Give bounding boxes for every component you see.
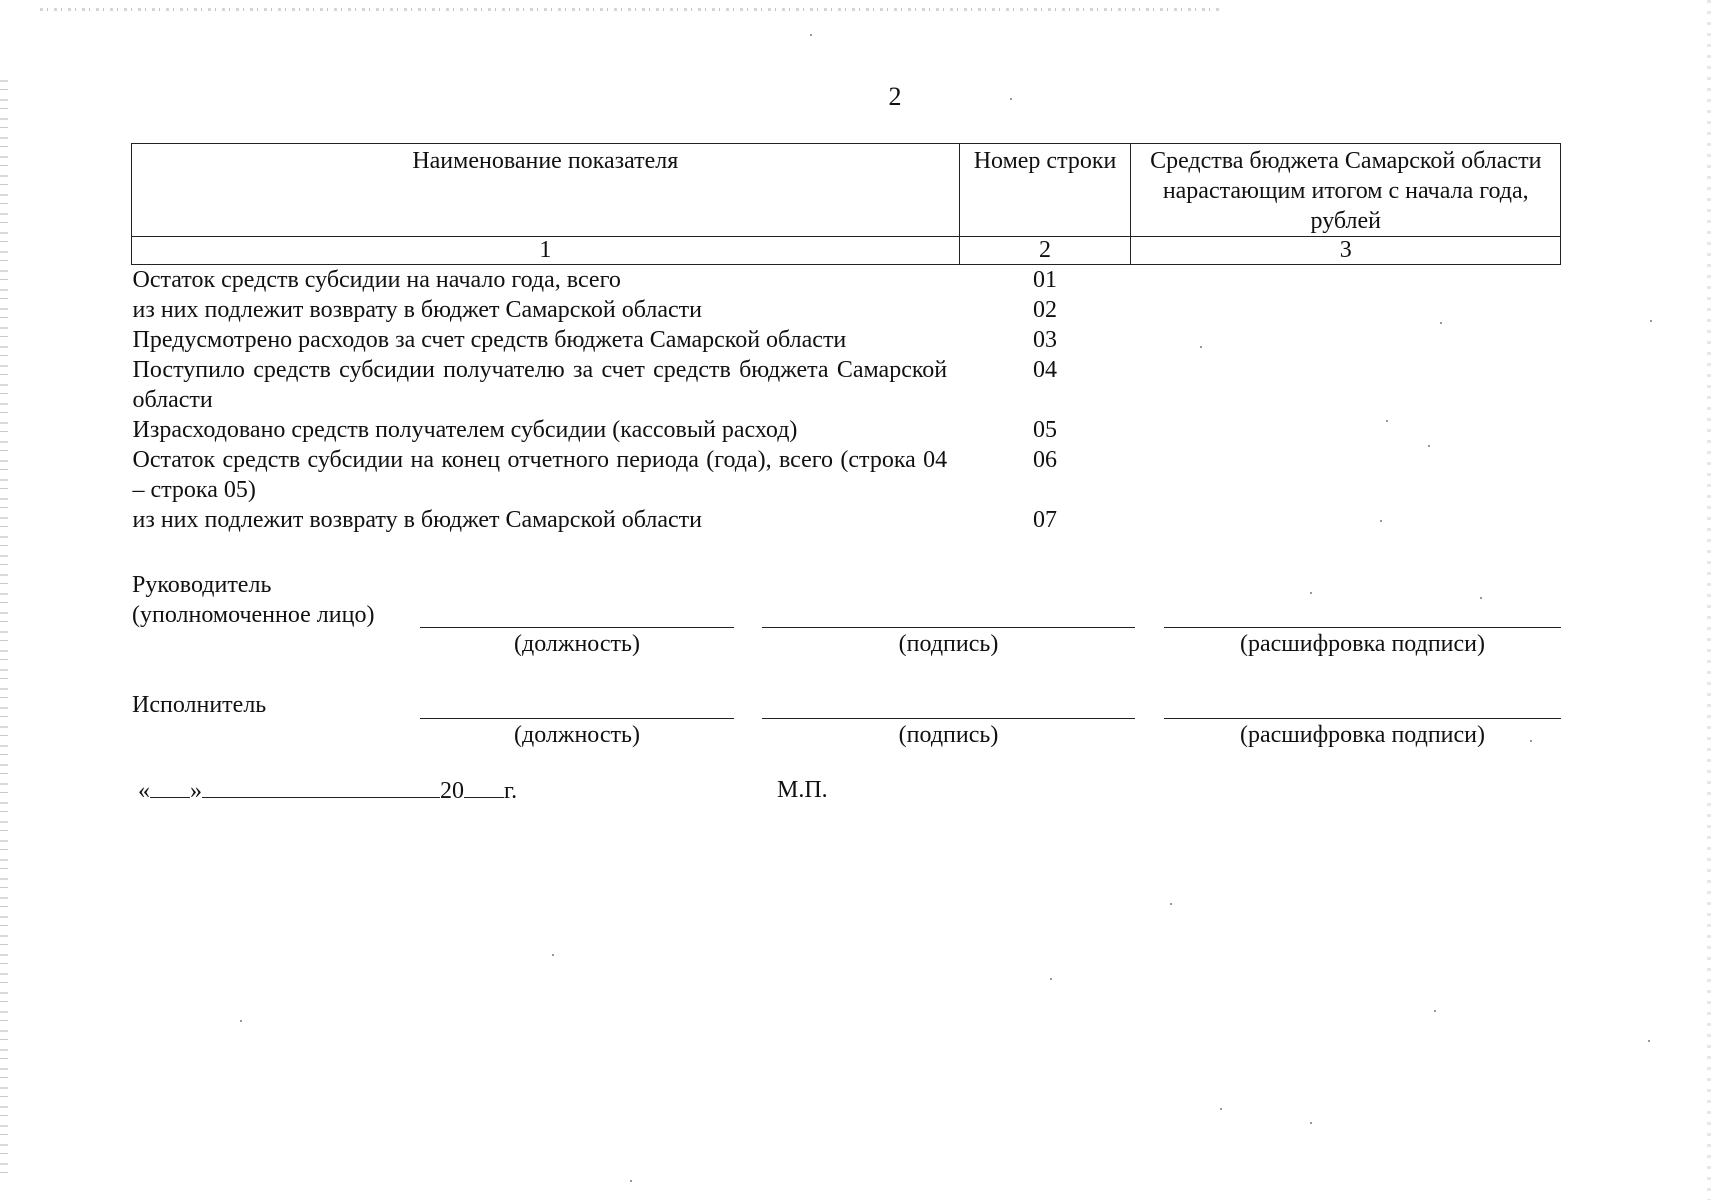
scan-artifact-right	[1707, 0, 1711, 1200]
scan-speck	[1480, 597, 1482, 599]
indicator-name: Израсходовано средств получателем субсидии (кассовый расход)	[132, 417, 798, 443]
scan-speck	[630, 1180, 632, 1182]
scan-speck	[1530, 740, 1532, 742]
budget-value	[1131, 295, 1561, 325]
head-label-authorized: (уполномоченное лицо)	[132, 602, 375, 628]
year-blank	[464, 775, 504, 798]
scan-speck	[1220, 1108, 1222, 1110]
table-row	[132, 415, 1561, 445]
scan-speck	[1310, 1122, 1312, 1124]
scan-speck	[1310, 592, 1312, 594]
page-number: 2	[888, 82, 902, 111]
indicator-name: из них подлежит возврату в бюджет Самарской области	[132, 297, 702, 323]
scan-speck	[1434, 1010, 1436, 1012]
line-code: 04	[1033, 357, 1058, 383]
scan-speck	[1200, 346, 1202, 348]
scan-speck	[1386, 420, 1388, 422]
budget-value	[1131, 265, 1561, 296]
executor-label: Исполнитель	[132, 692, 267, 718]
executor-signature-caption: (подпись)	[898, 722, 999, 748]
scan-speck	[1010, 98, 1012, 100]
budget-value	[1131, 505, 1561, 535]
head-signature-line	[762, 627, 1135, 628]
date-line	[138, 775, 517, 806]
head-position-caption: (должность)	[514, 631, 640, 657]
line-code: 02	[1033, 297, 1058, 323]
header-budget-funds: Средства бюджета Самарской области нарастающим итогом с начала года, рублей	[1131, 144, 1561, 237]
line-code: 05	[1033, 417, 1058, 443]
table-row	[132, 355, 1561, 415]
indicator-name: Остаток средств субсидии на начало года, всего	[132, 267, 621, 293]
indicator-name: Предусмотрено расходов за счет средств бюджета Самарской области	[132, 327, 847, 353]
indicator-name: из них подлежит возврату в бюджет Самарской области	[132, 507, 702, 533]
executor-signature-decoding-line	[1164, 718, 1561, 719]
scan-speck	[240, 1020, 242, 1022]
head-signature-decoding-line	[1164, 627, 1561, 628]
scan-speck	[1428, 445, 1430, 447]
head-position-line	[420, 627, 734, 628]
table-row	[132, 295, 1561, 325]
scan-speck	[1170, 903, 1172, 905]
header-indicator-name: Наименование показателя	[132, 144, 960, 237]
indicator-name: Остаток средств субсидии на конец отчетного периода (года), всего (строка 04 – строка 05)	[132, 447, 948, 503]
scan-speck	[810, 34, 812, 36]
table-row	[132, 445, 1561, 505]
line-code: 07	[1033, 507, 1058, 533]
head-signature-decoding-caption: (расшифровка подписи)	[1240, 631, 1485, 657]
table-column-numbers-row	[132, 237, 1561, 265]
date-close-quote: »	[190, 778, 202, 804]
budget-value	[1131, 325, 1561, 355]
executor-position-caption: (должность)	[514, 722, 640, 748]
budget-value	[1131, 445, 1561, 505]
head-label: Руководитель	[132, 572, 272, 598]
scan-artifact-top	[40, 8, 1220, 11]
table-row	[132, 325, 1561, 355]
column-number: 2	[959, 237, 1131, 265]
column-number: 1	[132, 237, 960, 265]
indicator-name: Поступило средств субсидии получателю за счет средств бюджета Самарской области	[132, 357, 948, 413]
budget-value	[1131, 415, 1561, 445]
line-code: 06	[1033, 447, 1058, 473]
report-table	[131, 143, 1561, 535]
stamp-place: М.П.	[777, 777, 828, 803]
table-header-row	[132, 144, 1561, 237]
scan-speck	[552, 954, 554, 956]
day-blank	[150, 775, 190, 798]
executor-signature-line	[762, 718, 1135, 719]
table-row	[132, 265, 1561, 296]
scan-speck	[1050, 978, 1052, 980]
table-row	[132, 505, 1561, 535]
head-signature-caption: (подпись)	[898, 631, 999, 657]
year-suffix: г.	[504, 778, 518, 804]
scan-speck	[1648, 1040, 1650, 1042]
month-blank	[202, 775, 440, 798]
budget-value	[1131, 355, 1561, 415]
scan-speck	[1650, 320, 1652, 322]
line-code: 03	[1033, 327, 1058, 353]
column-number: 3	[1131, 237, 1561, 265]
executor-signature-decoding-caption: (расшифровка подписи)	[1240, 722, 1485, 748]
date-open-quote: «	[138, 778, 150, 804]
executor-position-line	[420, 718, 734, 719]
year-prefix: 20	[440, 778, 464, 804]
line-code: 01	[1033, 267, 1058, 293]
scan-speck	[1440, 322, 1442, 324]
scan-artifact-left	[0, 80, 8, 1180]
header-line-number: Номер строки	[959, 144, 1131, 237]
scan-speck	[1380, 520, 1382, 522]
